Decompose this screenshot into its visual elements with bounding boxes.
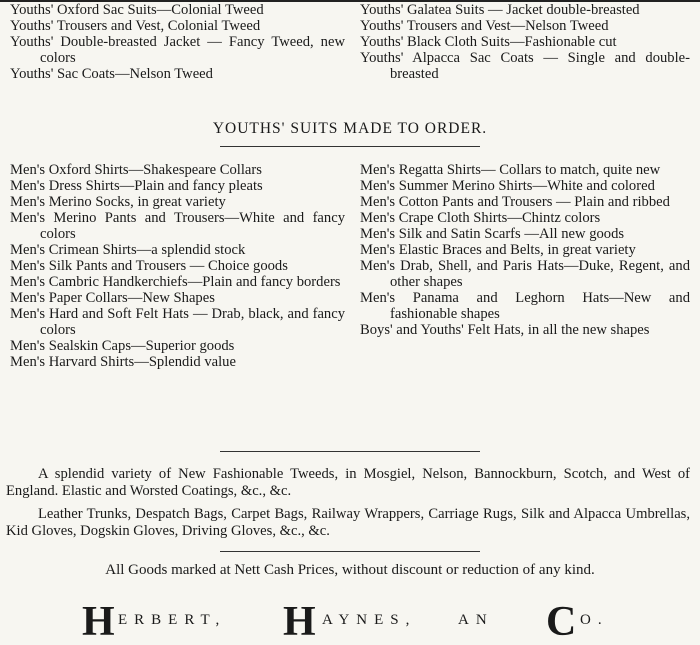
- list-item: Men's Harvard Shirts—Splendid value: [10, 354, 236, 370]
- list-item: Men's Silk Pants and Trousers — Choice goods: [10, 258, 288, 274]
- divider-rule: [220, 146, 480, 147]
- firm-word: AYNES,: [322, 612, 417, 628]
- list-item: Youths' Black Cloth Suits—Fashionable cut: [360, 34, 617, 50]
- firm-initial: H: [82, 599, 115, 645]
- list-item: Men's Regatta Shirts— Collars to match, quite new: [360, 162, 661, 178]
- tweeds-paragraph: A splendid variety of New Fashionable Tweeds, in Mosgiel, Nelson, Bannockburn, Scotch, and West of England. Elastic and Worsted Coatings, &c., &c.: [6, 466, 690, 499]
- list-item: Men's Hard and Soft Felt Hats — Drab, black, and fancy colors: [10, 306, 345, 338]
- list-item: Youths' Trousers and Vest—Nelson Tweed: [360, 18, 609, 34]
- list-item: Youths' Double-breasted Jacket — Fancy Tweed, new colors: [10, 34, 345, 66]
- mens-list-right: [360, 162, 690, 338]
- firm-word: O.: [580, 612, 609, 628]
- list-item: Men's Panama and Leghorn Hats—New and fashionable shapes: [360, 290, 690, 322]
- list-item: Men's Summer Merino Shirts—White and colored: [360, 178, 655, 194]
- mens-list-left: [10, 162, 345, 370]
- divider-rule: [220, 451, 480, 452]
- list-item: Men's Silk and Satin Scarfs —All new goods: [360, 226, 625, 242]
- list-item: Men's Merino Pants and Trousers—White and fancy colors: [10, 210, 345, 242]
- list-item: Youths' Oxford Sac Suits—Colonial Tweed: [10, 2, 264, 18]
- list-item: Men's Paper Collars—New Shapes: [10, 290, 215, 306]
- list-item: Men's Dress Shirts—Plain and fancy pleats: [10, 178, 263, 194]
- list-item: Youths' Alpacca Sac Coats — Single and double-breasted: [360, 50, 690, 82]
- list-item: Men's Crape Cloth Shirts—Chintz colors: [360, 210, 601, 226]
- list-item: Youths' Trousers and Vest, Colonial Tweed: [10, 18, 261, 34]
- youths-list-right: [360, 2, 690, 82]
- firm-name: [0, 600, 700, 645]
- list-item: Men's Crimean Shirts—a splendid stock: [10, 242, 246, 258]
- list-item: Boys' and Youths' Felt Hats, in all the new shapes: [360, 322, 650, 338]
- list-item: Men's Drab, Shell, and Paris Hats—Duke, Regent, and other shapes: [360, 258, 690, 290]
- firm-word: AN: [458, 612, 494, 628]
- divider-rule: [220, 551, 480, 552]
- cash-prices-notice: All Goods marked at Nett Cash Prices, without discount or reduction of any kind.: [105, 562, 595, 578]
- firm-word: ERBERT,: [118, 612, 227, 628]
- list-item: Youths' Sac Coats—Nelson Tweed: [10, 66, 213, 82]
- list-item: Men's Cambric Handkerchiefs—Plain and fancy borders: [10, 274, 341, 290]
- list-item: Youths' Galatea Suits — Jacket double-breasted: [360, 2, 640, 18]
- list-item: Men's Merino Socks, in great variety: [10, 194, 226, 210]
- list-item: Men's Cotton Pants and Trousers — Plain and ribbed: [360, 194, 670, 210]
- youths-list-left: [10, 2, 345, 82]
- firm-initial: C: [546, 599, 577, 645]
- firm-initial: H: [283, 599, 316, 645]
- goods-paragraph: Leather Trunks, Despatch Bags, Carpet Bags, Railway Wrappers, Carriage Rugs, Silk and Alpacca Umbrellas, Kid Gloves, Dogskin Gloves, Driving Gloves, &c., &c.: [6, 506, 690, 539]
- section-heading: YOUTHS' SUITS MADE TO ORDER.: [212, 120, 488, 137]
- list-item: Men's Elastic Braces and Belts, in great variety: [360, 242, 636, 258]
- list-item: Men's Sealskin Caps—Superior goods: [10, 338, 235, 354]
- list-item: Men's Oxford Shirts—Shakespeare Collars: [10, 162, 262, 178]
